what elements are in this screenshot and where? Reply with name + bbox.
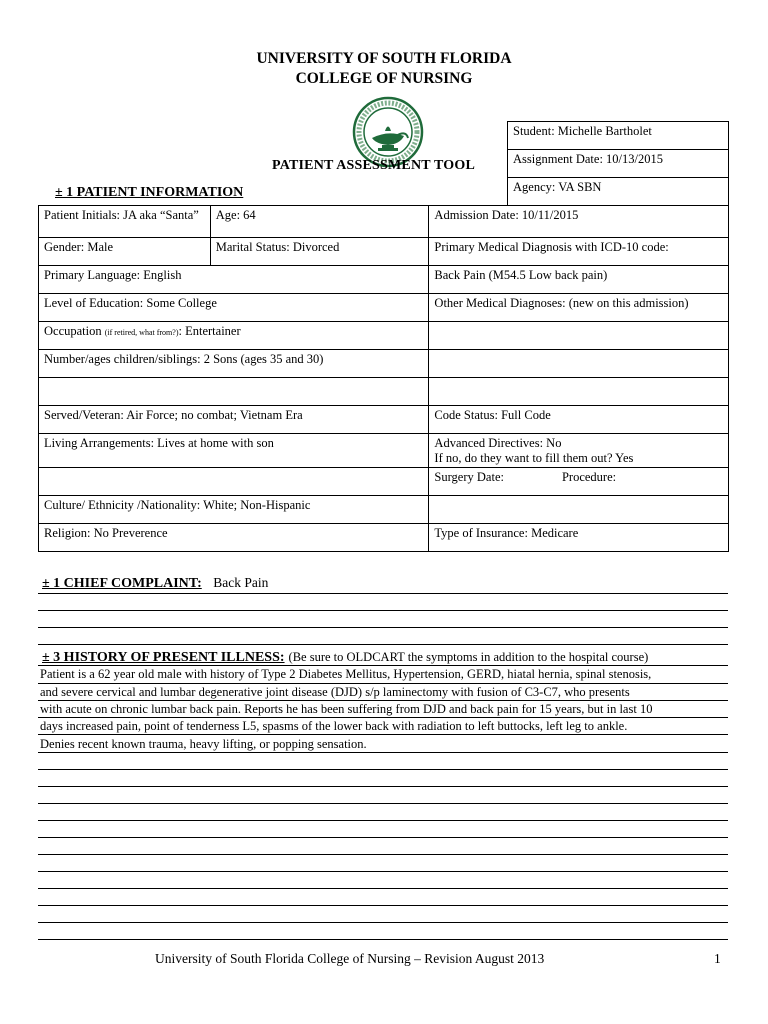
rule-line: [38, 786, 728, 787]
rule-line: [38, 627, 728, 628]
college-title: COLLEGE OF NURSING: [295, 70, 473, 87]
hpi-text-line: and severe cervical and lumbar degenerative joint disease (DJD) s/p laminectomy with fusion of C3-C7, who presents: [40, 685, 630, 699]
chief-complaint-value: Back Pain: [213, 575, 269, 590]
occupation: Occupation (if retired, what from?): Entertainer: [39, 322, 429, 350]
chief-complaint: [42, 575, 268, 592]
religion: Religion: No Preverence: [39, 524, 429, 552]
admission-date: Admission Date: 10/11/2015: [429, 206, 729, 238]
rule-line: [38, 610, 728, 611]
rule-line: [38, 769, 728, 770]
primary-diagnosis: Back Pain (M54.5 Low back pain): [429, 266, 729, 294]
patient-initials: Patient Initials: JA aka “Santa”: [39, 206, 211, 238]
hpi-text-line: Denies recent known trauma, heavy lifting, or popping sensation.: [40, 737, 367, 751]
rule-line: [38, 593, 728, 594]
rule-line: [38, 837, 728, 838]
university-title: UNIVERSITY OF SOUTH FLORIDA: [256, 50, 512, 67]
hpi-text-line: Patient is a 62 year old male with history of Type 2 Diabetes Mellitus, Hypertension, GERD, hiatal hernia, spinal stenosis,: [40, 667, 652, 681]
student-name: Student: Michelle Bartholet: [508, 122, 729, 150]
rule-line: [38, 752, 728, 753]
hpi-text-line: days increased pain, point of tenderness L5, spasms of the lower back with radiation to left buttocks, left leg to ankle.: [40, 719, 628, 733]
advance-directives: Advanced Directives: No If no, do they want to fill them out? Yes: [429, 434, 729, 468]
assignment-date: Assignment Date: 10/13/2015: [508, 150, 729, 178]
rule-line: [38, 905, 728, 906]
empty-cell: [429, 322, 729, 350]
empty-cell: [39, 378, 429, 406]
agency: Agency: VA SBN: [508, 178, 729, 206]
patient-info-heading: ± 1 PATIENT INFORMATION: [55, 185, 244, 200]
rule-line: [38, 939, 728, 940]
rule-line: [38, 803, 728, 804]
marital-status: Marital Status: Divorced: [210, 238, 429, 266]
hpi-instruction: (Be sure to OLDCART the symptoms in addition to the hospital course): [288, 650, 649, 664]
empty-cell: [429, 496, 729, 524]
rule-line: [38, 888, 728, 889]
veteran-status: Served/Veteran: Air Force; no combat; Vietnam Era: [39, 406, 429, 434]
living-arrangements: Living Arrangements: Lives at home with son: [39, 434, 429, 468]
primary-diagnosis-label: Primary Medical Diagnosis with ICD-10 code:: [429, 238, 729, 266]
code-status: Code Status: Full Code: [429, 406, 729, 434]
children-siblings: Number/ages children/siblings: 2 Sons (ages 35 and 30): [39, 350, 429, 378]
rule-line: [38, 922, 728, 923]
student-info-box: [507, 121, 729, 206]
empty-cell: [39, 468, 429, 496]
hpi-heading: ± 3 HISTORY OF PRESENT ILLNESS:: [42, 650, 285, 665]
hpi-heading-row: [42, 648, 648, 666]
page-number: 1: [714, 951, 721, 966]
empty-cell: [429, 350, 729, 378]
culture-ethnicity: Culture/ Ethnicity /Nationality: White; Non-Hispanic: [39, 496, 429, 524]
surgery-procedure: Surgery Date: Procedure:: [429, 468, 729, 496]
rule-line: [38, 644, 728, 645]
insurance-type: Type of Insurance: Medicare: [429, 524, 729, 552]
other-diagnoses: Other Medical Diagnoses: (new on this admission): [429, 294, 729, 322]
education-level: Level of Education: Some College: [39, 294, 429, 322]
patient-age: Age: 64: [210, 206, 429, 238]
chief-complaint-heading: ± 1 CHIEF COMPLAINT:: [42, 576, 202, 591]
patient-info-table: [38, 205, 729, 552]
hpi-text-line: with acute on chronic lumbar back pain. Reports he has been suffering from DJD and back pain for 15 years, but in last 10: [40, 702, 653, 716]
rule-line: [38, 820, 728, 821]
empty-cell: [429, 378, 729, 406]
rule-line: [38, 871, 728, 872]
gender: Gender: Male: [39, 238, 211, 266]
footer-text: University of South Florida College of Nursing – Revision August 2013: [155, 951, 545, 966]
rule-line: [38, 854, 728, 855]
primary-language: Primary Language: English: [39, 266, 429, 294]
tool-title: PATIENT ASSESSMENT TOOL: [272, 158, 476, 173]
rule-line: [38, 734, 728, 735]
